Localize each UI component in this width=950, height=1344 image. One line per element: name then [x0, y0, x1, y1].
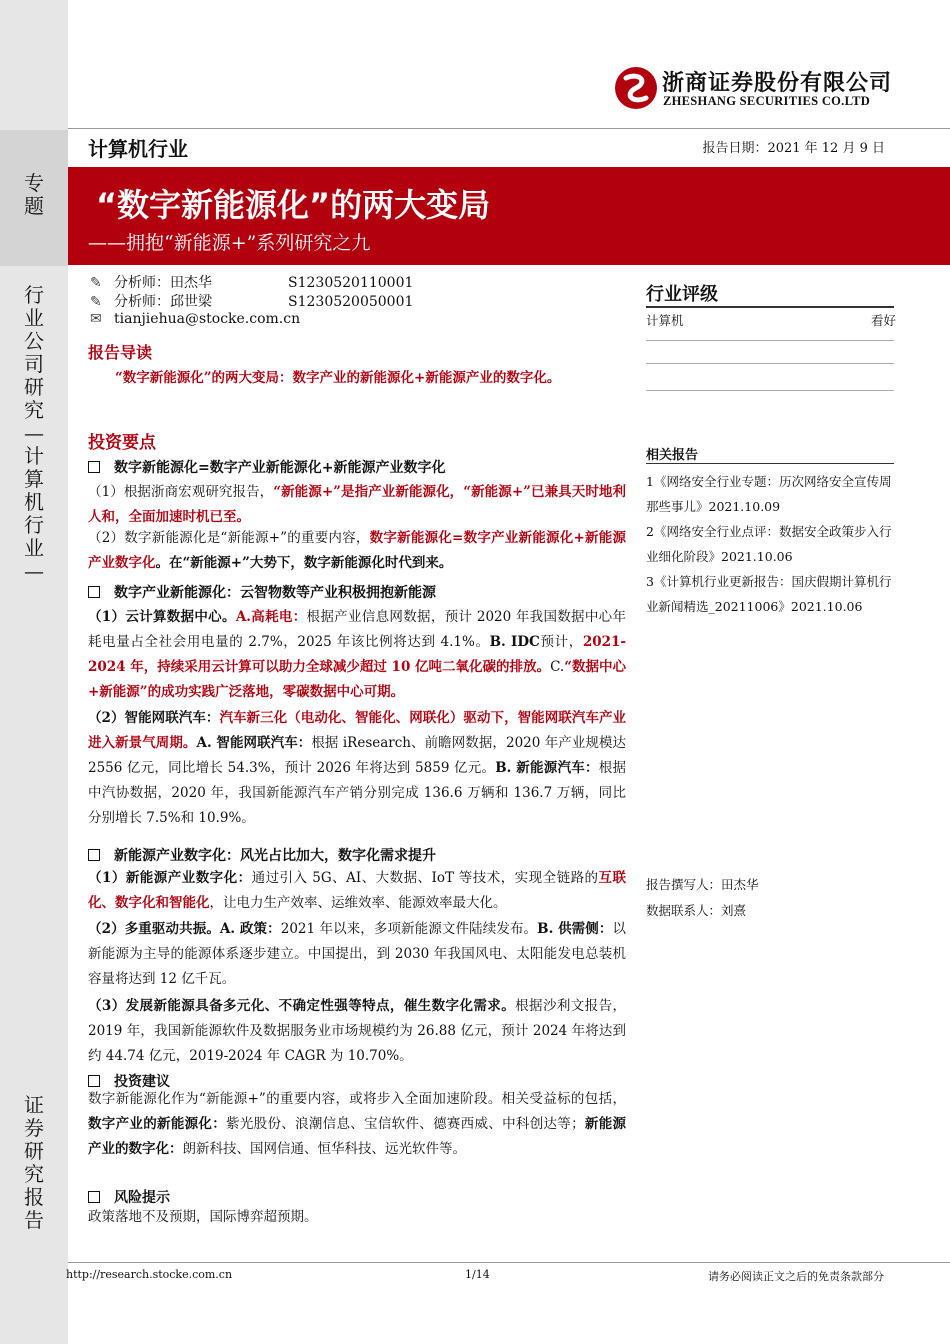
section4-para1: 数字新能源化作为“新能源+”的重要内容，或将步入全面加速阶段。相关受益标的包括，数字产业的新能源化：紫光股份、浪潮信息、宝信软件、德赛西威、中科创达等；新能源产业的数字化：朗新科技、国网信通、恒华科技、远光软件等。: [88, 1091, 627, 1157]
analyst-email[interactable]: tianjiehua@stocke.com.cn: [114, 311, 301, 327]
checkbox-icon: [88, 461, 100, 473]
analyst-name: 分析师：邱世梁: [114, 294, 212, 310]
section-title: 风险提示: [88, 1187, 170, 1207]
section3-para2: （2）多重驱动共振。A. 政策：2021 年以来，多项新能源文件陆续发布。B. 供需侧：以新能源为主导的能源体系逐步建立。中国提出，到 2030 年我国风电、太阳能发电总装机容量将达到 12 亿千瓦。: [88, 921, 626, 987]
analyst-id: S1230520050001: [288, 294, 414, 310]
mail-icon: ✉: [90, 311, 102, 327]
section1-para1: （1）根据浙商宏观研究报告，“新能源+”是指产业新能源化，“新能源+”已兼具天时地利人和，全面加速时机已至。: [88, 484, 626, 525]
section-title: 投资建议: [88, 1071, 170, 1091]
section-title: 数字新能源化=数字产业新能源化+新能源产业数字化: [88, 457, 445, 477]
related-heading: 相关报告: [646, 448, 699, 463]
rating-line: [646, 340, 894, 341]
rating-row: 计算机 看好: [646, 313, 896, 328]
sidebar-middle-label: 行业公司研究—计算机行业—: [24, 283, 44, 583]
rating-line: [646, 363, 894, 364]
related-item[interactable]: 1《网络安全行业专题：历次网络安全宣传周那些事儿》2021.10.09: [646, 474, 892, 514]
sidebar-top-label: 专题: [24, 171, 44, 218]
section2-para1: （1）云计算数据中心。A.高耗电：根据产业信息网数据，预计 2020 年我国数据中心年耗电量占全社会用电量的 2.7%，2025 年该比例将达到 4.1%。B. IDC预计，2021-2024 年，持续采用云计算可以助力全球减少超过 10 亿吨二氧化碳的排放。C.“数据中心+新能源”的成功实践广泛落地，零碳数据中心可期。: [88, 609, 627, 700]
company-logo-icon: [614, 66, 658, 110]
section3-para1: （1）新能源产业数字化：通过引入 5G、AI、大数据、IoT 等技术，实现全链路的互联化、数字化和智能化，让电力生产效率、运维效率、能源效率最大化。: [88, 870, 626, 911]
guide-heading: 报告导读: [88, 343, 153, 362]
section5-para1: 政策落地不及预期，国际博弈超预期。: [88, 1209, 318, 1225]
data-contact: 数据联系人：刘熹: [646, 903, 747, 918]
section2-para2: （2）智能网联汽车：汽车新三化（电动化、智能化、网联化）驱动下，智能网联汽车产业进入新景气周期。A. 智能网联汽车：根据 iResearch、前瞻网数据，2020 年产业规模达 2556 亿元，同比增长 54.3%，预计 2026 年将达到 5859 亿元。B. 新能源汽车：根据中汽协数据，2020 年，我国新能源汽车产销分别完成 136.6 万辆和 136.7 万辆，同比分别增长 7.5%和 10.9%。: [88, 710, 627, 826]
rating-line: [646, 390, 894, 391]
checkbox-icon: [88, 849, 100, 861]
report-date: 报告日期：2021 年 12 月 9 日: [702, 141, 885, 156]
report-title: “数字新能源化”的两大变局: [96, 186, 491, 224]
pen-icon: ✎: [90, 275, 102, 291]
section1-para2: （2）数字新能源化是“新能源+”的重要内容，数字新能源化=数字产业新能源化+新能源产业数字化。在“新能源+”大势下，数字新能源化时代到来。: [88, 530, 626, 571]
sidebar-bottom-label: 证券研究报告: [24, 1093, 44, 1232]
checkbox-icon: [88, 1075, 100, 1087]
page-number: 1/14: [465, 1268, 490, 1281]
company-name-en: ZHESHANG SECURITIES CO.LTD: [663, 94, 871, 108]
analyst-name: 分析师：田杰华: [114, 275, 212, 291]
related-item[interactable]: 3《计算机行业更新报告：国庆假期计算机行业新闻精选_20211006》2021.10.06: [646, 574, 892, 614]
guide-text: “数字新能源化”的两大变局：数字产业的新能源化+新能源产业的数字化。: [115, 370, 561, 386]
checkbox-icon: [88, 586, 100, 598]
analyst-row: [90, 291, 413, 311]
pen-icon: ✎: [90, 294, 102, 310]
analyst-id: S1230520110001: [288, 275, 414, 291]
email-row: [90, 311, 300, 327]
key-points-heading: 投资要点: [88, 433, 156, 453]
report-author: 报告撰写人：田杰华: [646, 877, 759, 892]
section-title: 新能源产业数字化：风光占比加大，数字化需求提升: [88, 845, 436, 865]
footer-disclaimer: 请务必阅读正文之后的免责条款部分: [708, 1270, 884, 1283]
rating-heading: 行业评级: [646, 284, 718, 305]
section-title: 数字产业新能源化：云智物数等产业积极拥抱新能源: [88, 582, 436, 602]
analyst-row: [90, 272, 413, 292]
company-name-cn: 浙商证券股份有限公司: [662, 71, 893, 96]
related-divider: [646, 463, 894, 464]
related-item[interactable]: 2《网络安全行业点评：数据安全政策步入行业细化阶段》2021.10.06: [646, 524, 892, 564]
report-subtitle: ——拥抱“新能源+”系列研究之九: [88, 232, 371, 254]
industry-label: 计算机行业: [88, 137, 188, 161]
checkbox-icon: [88, 1191, 100, 1203]
footer-divider: [68, 1262, 950, 1263]
header-divider: [68, 128, 950, 129]
section3-para3: （3）发展新能源具备多元化、不确定性强等特点，催生数字化需求。根据沙利文报告，2019 年，我国新能源软件及数据服务业市场规模约为 26.88 亿元，预计 2024 年将达到约 44.74 亿元，2019-2024 年 CAGR 为 10.70%。: [88, 998, 626, 1064]
footer-url[interactable]: http://research.stocke.com.cn: [66, 1268, 233, 1281]
